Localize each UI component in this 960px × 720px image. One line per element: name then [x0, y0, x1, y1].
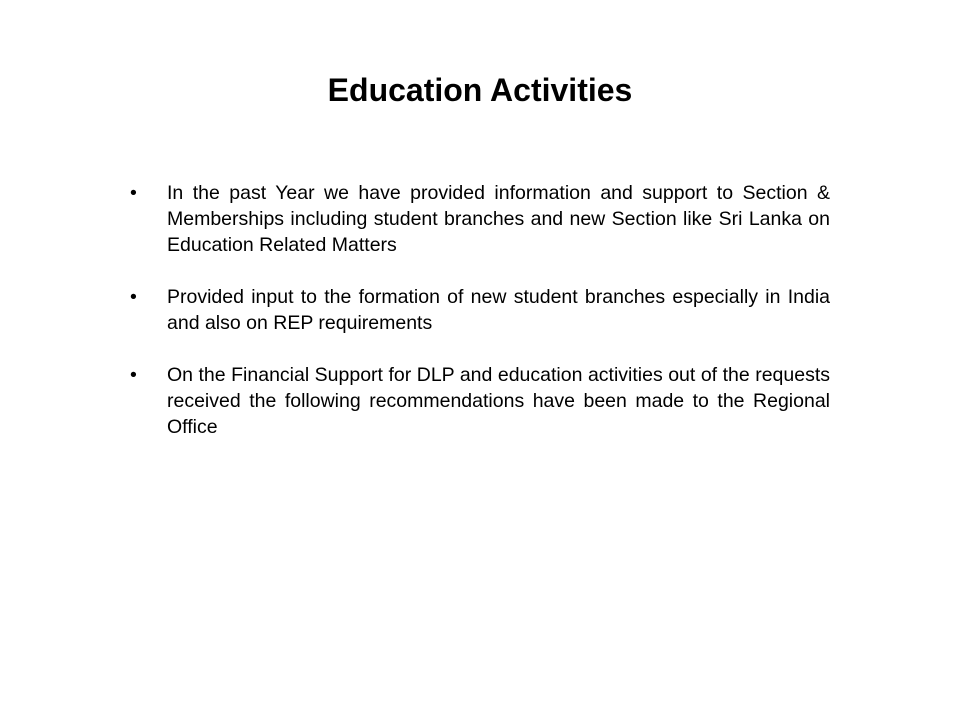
bullet-dot-icon: •: [130, 364, 137, 386]
bullet-dot-icon: •: [130, 286, 137, 308]
bullet-text-3: On the Financial Support for DLP and education activities out of the requests received the following recommendations have been made to the Regional Office: [167, 364, 830, 438]
slide-title: Education Activities: [327, 72, 633, 108]
bullet-text-1: In the past Year we have provided information and support to Section & Memberships including student branches and new Section like Sri Lanka on Education Related Matters: [167, 182, 830, 256]
bullet-item-2: [130, 284, 830, 336]
bullet-item-3: [130, 362, 830, 440]
bullet-dot-icon: •: [130, 182, 137, 204]
bullet-text-2: Provided input to the formation of new student branches especially in India and also on REP requirements: [167, 286, 830, 334]
bullet-list: [130, 180, 830, 440]
bullet-item-1: [130, 180, 830, 258]
